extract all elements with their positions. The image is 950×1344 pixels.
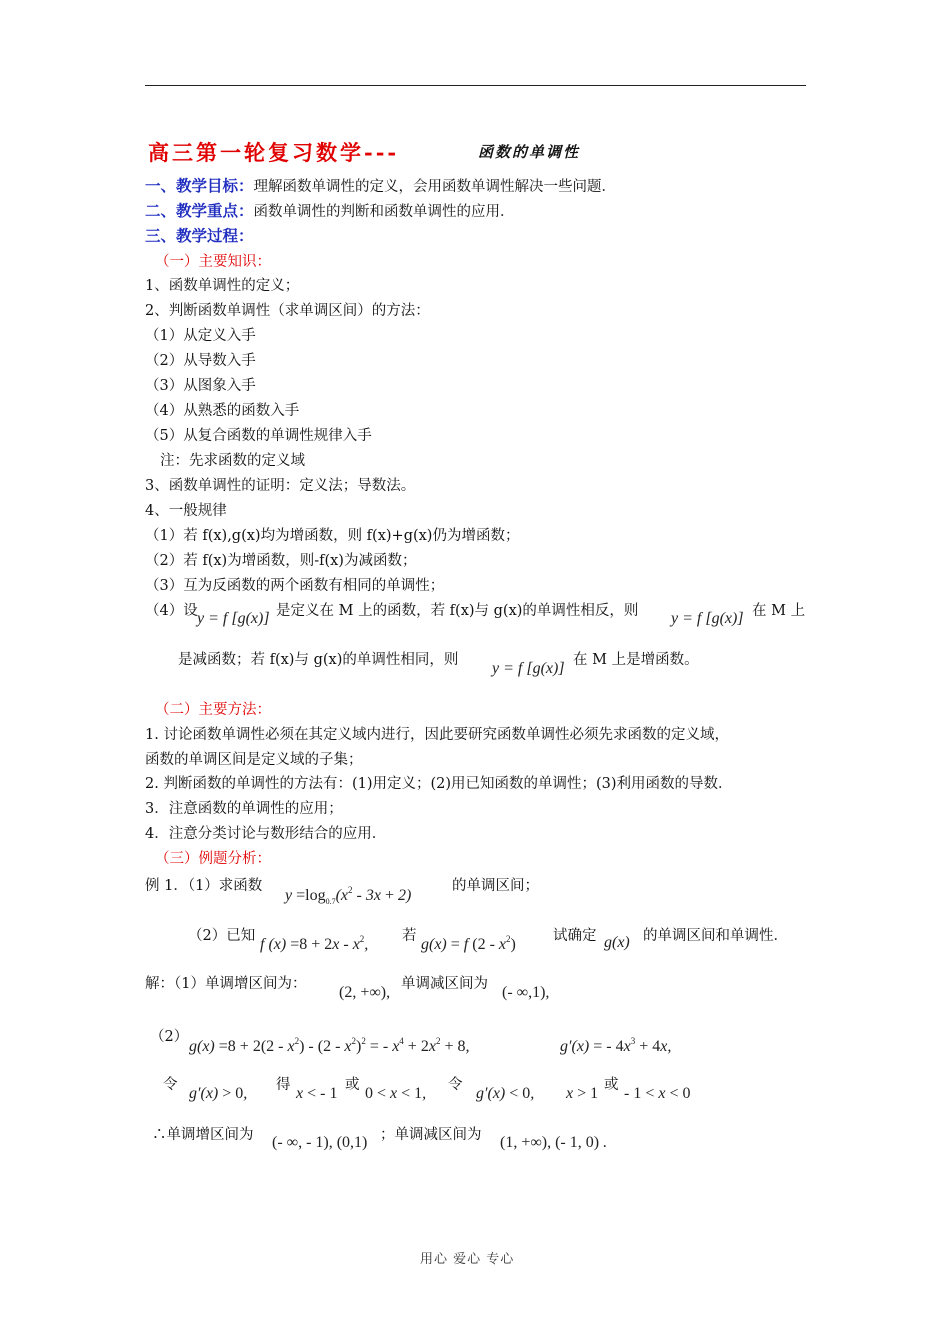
example2-formula-g: g(x) = f $(2 - x^2)$ [421, 934, 516, 953]
ling-1: 令 [163, 1077, 178, 1093]
section1-note: 注：先求函数的定义域 [160, 453, 305, 469]
part2-formula-g: $g(x) =8 + 2(2 - x^2) - (2 - x^2)^2$ = - $x^4 + 2x^2 + 8$, [189, 1036, 470, 1055]
section2-line: 2. 判断函数的单调性的方法有：(1)用定义；(2)用已知函数的单调性；(3)利用函数的导数． [145, 776, 733, 792]
conclusion-increase: (- ∞, - 1), (0,1) [272, 1134, 368, 1151]
solution-decrease-interval: (- ∞,1), [502, 984, 550, 1001]
section1-line: 1、函数单调性的定义； [145, 278, 300, 294]
section1-line: 4、一般规律 [145, 503, 227, 519]
condition-positive: g′(x) > 0, [189, 1085, 248, 1102]
section1-line: （1）若 f(x),g(x)均为增函数，则 f(x)+g(x)仍为增函数； [145, 528, 520, 544]
de-label: 得 [276, 1077, 291, 1093]
example2-mid2: 试确定 [553, 928, 597, 944]
objective-1-text: 理解函数单调性的定义，会用函数单调性解决一些问题． [253, 179, 617, 195]
ling-2: 令 [448, 1077, 463, 1093]
result-2: 0 < x < 1, [365, 1085, 427, 1102]
conclusion-prefix: ∴单调增区间为 [152, 1127, 254, 1143]
objective-2 [145, 201, 515, 222]
objective-1 [145, 176, 616, 197]
rule4-line2a: 是减函数；若 f(x)与 g(x)的单调性相同，则 [178, 652, 459, 668]
page-footer: 用心 爱心 专心 [420, 1252, 515, 1267]
example1-suffix: 的单调区间； [452, 878, 539, 894]
section1-line: （3）从图象入手 [145, 378, 256, 394]
solution-mid: 单调减区间为 [401, 976, 488, 992]
section1-line: （4）从熟悉的函数入手 [145, 403, 300, 419]
objective-3 [145, 226, 254, 247]
section1-line: （1）从定义入手 [145, 328, 256, 344]
solution-increase-interval: (2, +∞), [339, 984, 391, 1001]
objective-2-label: 二、教学重点： [145, 201, 254, 220]
example2-prefix: （2）已知 [188, 928, 256, 944]
rule4-mid1: 是定义在 M 上的函数，若 f(x)与 g(x)的单调性相反，则 [276, 603, 639, 619]
example2-mid: 若 [402, 928, 417, 944]
header-rule [145, 85, 806, 86]
result-4: - 1 < x < 0 [624, 1085, 691, 1102]
section1-line: （3）互为反函数的两个函数有相同的单调性； [145, 578, 445, 594]
rule4-formula-3: y = f [g(x)] [492, 660, 565, 677]
rule4-mid2: 在 M 上 [752, 603, 806, 619]
page-subtitle: 函数的单调性 [478, 143, 581, 161]
part2-formula-derivative: g′(x) = - $4x^3 + 4x$, [560, 1036, 672, 1055]
rule4-prefix: （4）设 [145, 603, 198, 619]
section2-line: 1. 讨论函数单调性必须在其定义域内进行，因此要研究函数单调性必须先求函数的定义域， [145, 727, 729, 743]
result-1: x < - 1 [296, 1085, 338, 1102]
example1-prefix: 例 1．（1）求函数 [145, 878, 263, 894]
section1-heading: （一）主要知识： [155, 254, 271, 270]
section1-line: （5）从复合函数的单调性规律入手 [145, 428, 372, 444]
example2-suffix: 的单调区间和单调性． [643, 928, 788, 944]
section3-heading: （三）例题分析： [155, 851, 271, 867]
rule4-formula-2: y = f [g(x)] [671, 610, 744, 627]
result-3: x > 1 [566, 1085, 599, 1102]
rule4-formula-1: y = f [g(x)] [197, 610, 270, 627]
example2-gx: g(x) [604, 934, 630, 951]
conclusion-decrease: (1, +∞), (- 1, 0) . [500, 1134, 608, 1151]
section2-line: 4．注意分类讨论与数形结合的应用． [145, 826, 387, 842]
section2-line: 函数的单调区间是定义域的子集； [145, 752, 363, 768]
section1-line: 2、判断函数单调性（求单调区间）的方法： [145, 303, 430, 319]
part2-label: （2） [150, 1029, 189, 1045]
example1-formula: $y =\log_{0.7}(x^2 - 3x + 2)$ [285, 885, 412, 907]
solution-prefix: 解：（1）单调增区间为： [145, 976, 307, 992]
objective-3-label: 三、教学过程： [145, 226, 254, 245]
condition-negative: g′(x) < 0, [476, 1085, 535, 1102]
section1-line: （2）从导数入手 [145, 353, 256, 369]
objective-2-text: 函数单调性的判断和函数单调性的应用． [253, 204, 515, 220]
section2-heading: （二）主要方法： [155, 702, 271, 718]
section1-line: 3、函数单调性的证明：定义法；导数法。 [145, 478, 416, 494]
huo-1: 或 [345, 1077, 360, 1093]
conclusion-mid: ；单调减区间为 [380, 1127, 482, 1143]
page-title: 高三第一轮复习数学--- [148, 140, 400, 165]
example2-formula-f: f $(x) =8 + 2x - x^2$, [260, 934, 369, 953]
section2-line: 3．注意函数的单调性的应用； [145, 801, 343, 817]
section1-line: （2）若 f(x)为增函数，则-f(x)为减函数； [145, 553, 417, 569]
huo-2: 或 [604, 1077, 619, 1093]
rule4-line2b: 在 M 上是增函数。 [573, 652, 699, 668]
objective-1-label: 一、教学目标： [145, 176, 254, 195]
